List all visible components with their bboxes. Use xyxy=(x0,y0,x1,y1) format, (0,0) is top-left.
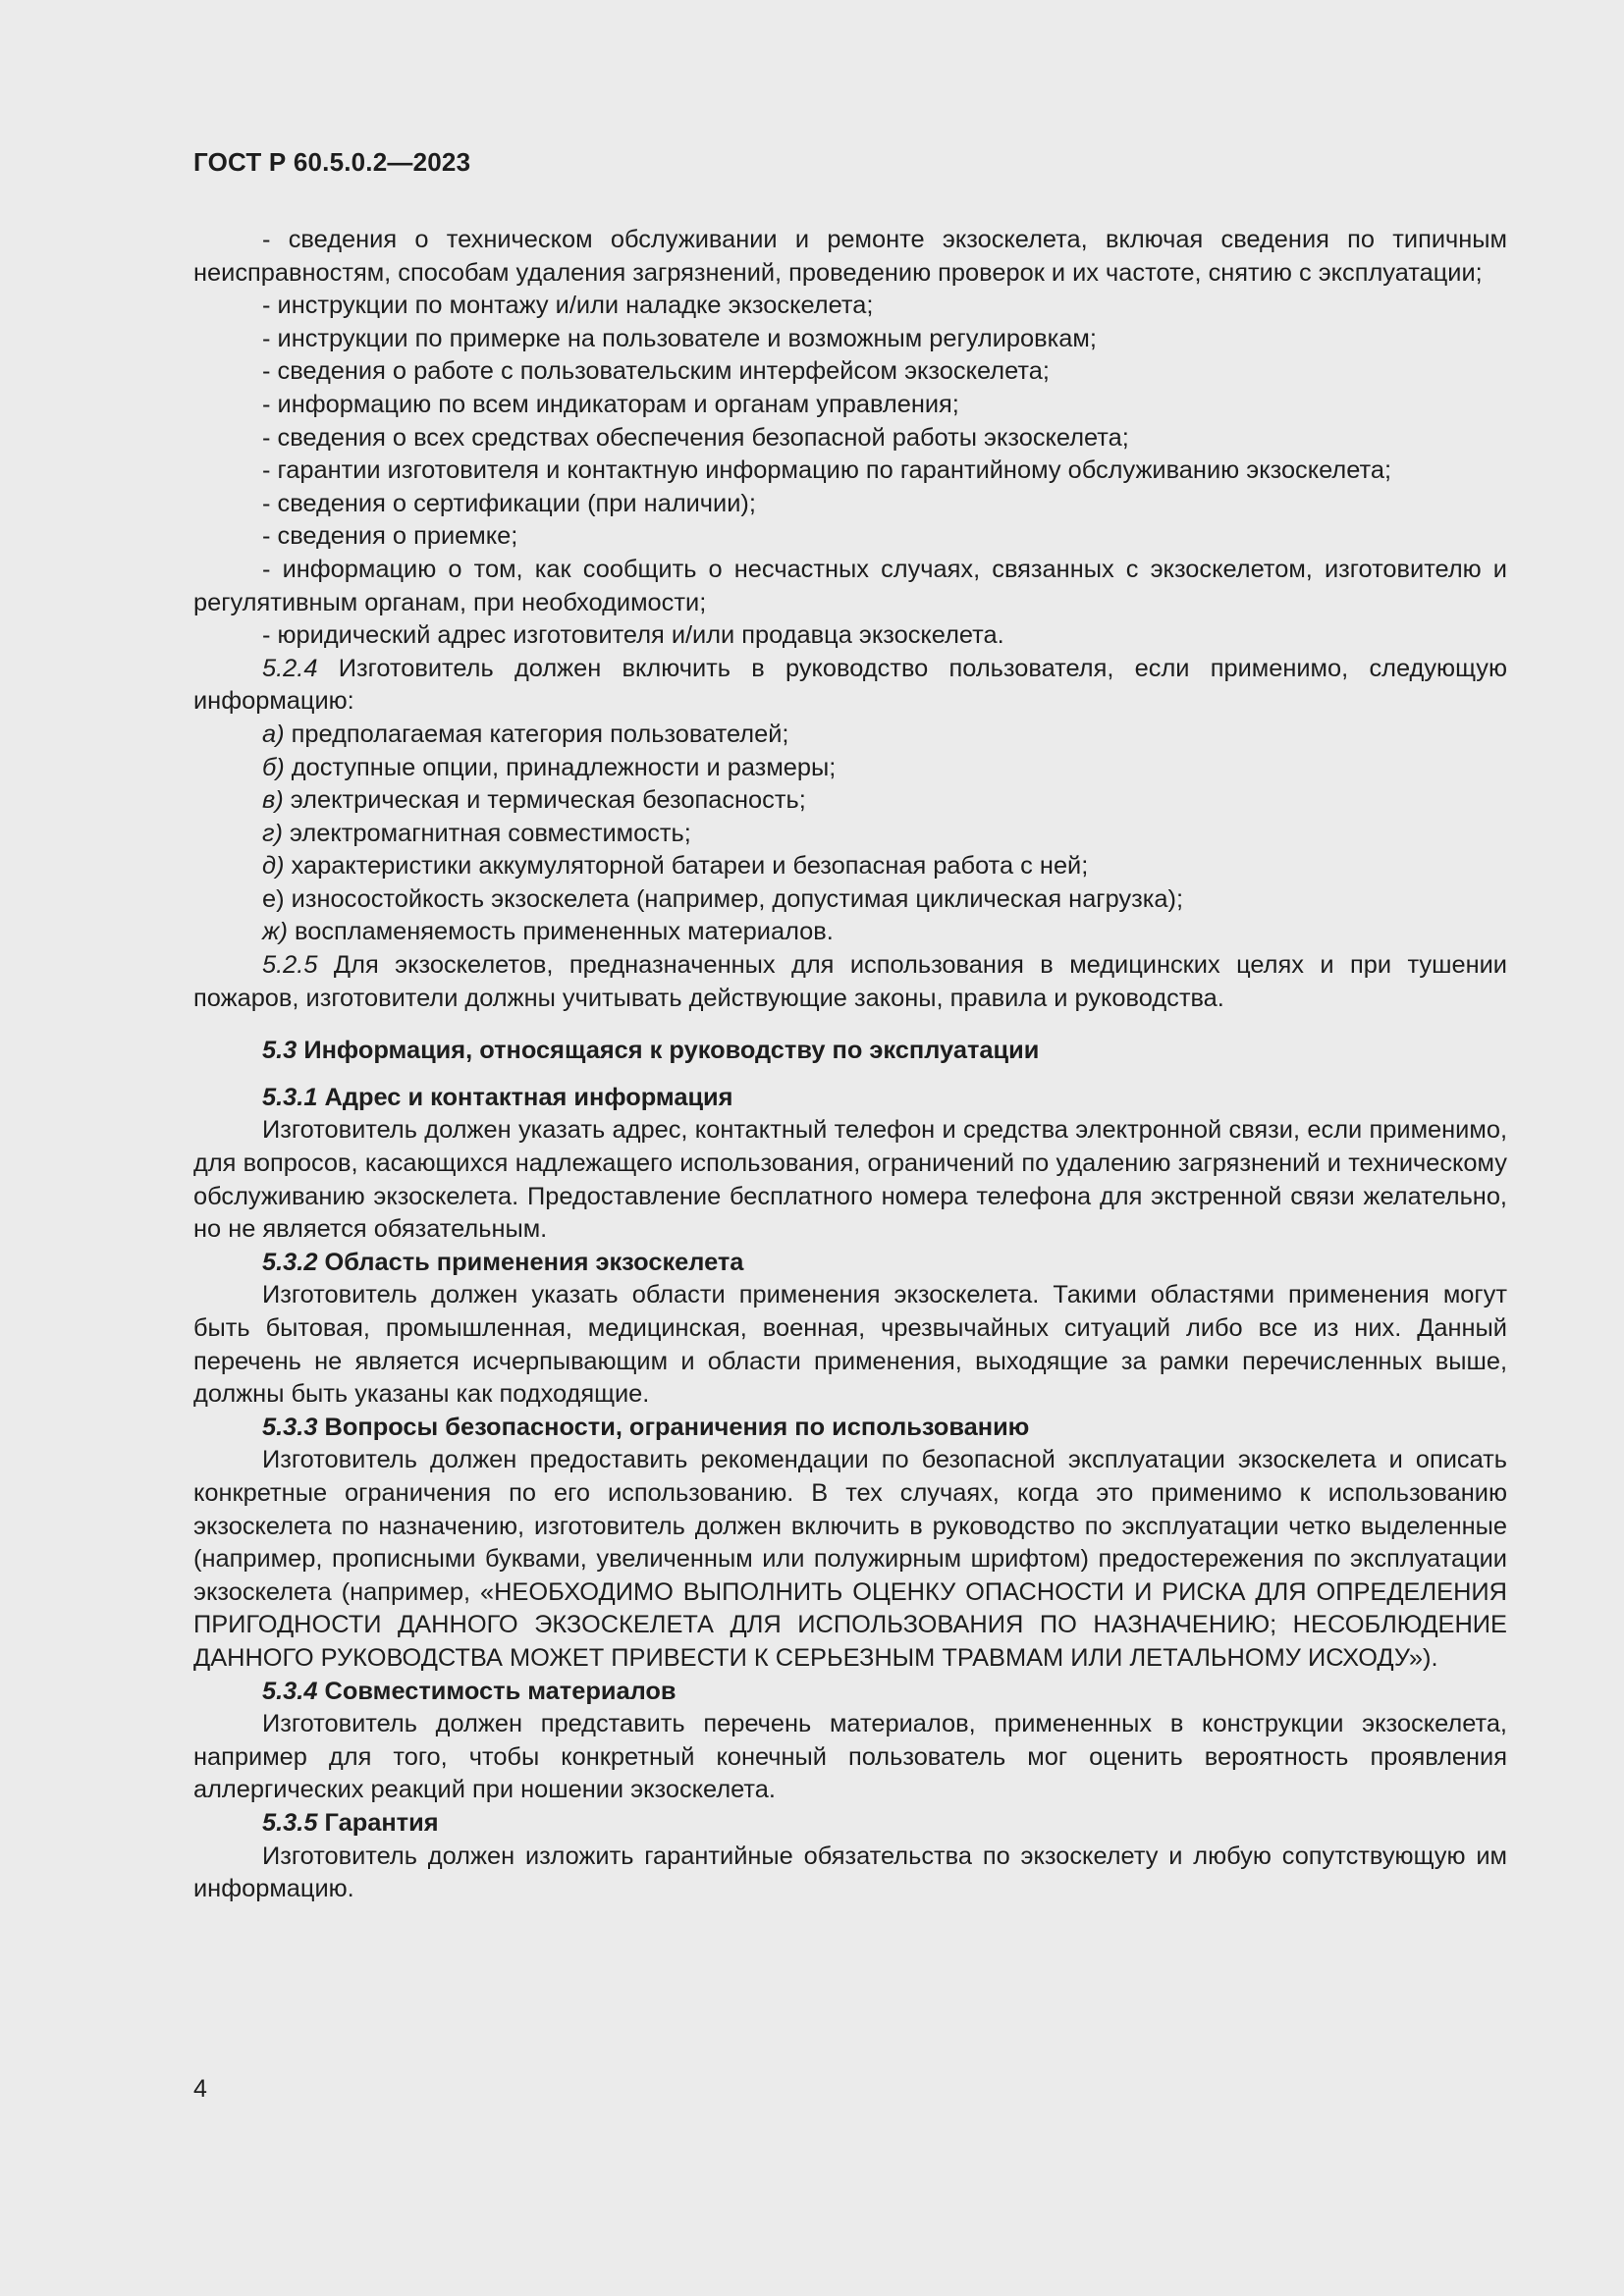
list-marker: а) xyxy=(262,720,285,748)
clause-title: Адрес и контактная информация xyxy=(317,1083,733,1111)
clause-text: Для экзоскелетов, предназначенных для использования в медицинских целях и при тушении пожаров, изготовители должны учитывать действующие законы, правила и руководства. xyxy=(193,951,1507,1012)
list-marker: д) xyxy=(262,852,285,881)
list-item-text: электрическая и термическая безопасность; xyxy=(283,786,806,815)
list-item-text: доступные опции, принадлежности и размеры; xyxy=(284,753,837,781)
document-body xyxy=(193,224,1507,1906)
list-marker: в) xyxy=(262,786,284,815)
list-marker: б) xyxy=(262,753,285,781)
clause-5-2-4 xyxy=(193,653,1507,719)
clause-number: 5.2.4 xyxy=(262,654,318,682)
list-item xyxy=(193,752,1507,785)
list-item xyxy=(193,784,1507,818)
list-item: - сведения о всех средствах обеспечения безопасной работы экзоскелета; xyxy=(262,423,1129,452)
clause-5-3-5-text: Изготовитель должен изложить гарантийные обязательства по экзоскелету и любую сопутствующую им информацию. xyxy=(193,1842,1507,1903)
list-item: - инструкции по монтажу и/или наладке экзоскелета; xyxy=(262,292,874,320)
section-title: Информация, относящаяся к руководству по эксплуатации xyxy=(297,1037,1040,1065)
list-item-text: электромагнитная совместимость; xyxy=(282,819,691,847)
list-item xyxy=(193,818,1507,851)
clause-5-3-4-heading xyxy=(193,1676,1507,1709)
list-item-text: воспламеняемость примененных материалов. xyxy=(287,918,834,946)
list-marker: ж) xyxy=(262,918,288,946)
clause-number: 5.2.5 xyxy=(262,951,318,980)
clause-5-2-5 xyxy=(193,949,1507,1015)
list-item xyxy=(193,850,1507,883)
clause-5-3-2-heading xyxy=(193,1247,1507,1280)
document-code-header: ГОСТ Р 60.5.0.2—2023 xyxy=(193,147,471,177)
clause-5-3-3-heading xyxy=(193,1412,1507,1445)
list-item: - сведения о работе с пользовательским интерфейсом экзоскелета; xyxy=(262,357,1050,386)
list-item: - сведения о сертификации (при наличии); xyxy=(262,489,756,517)
list-item xyxy=(193,719,1507,752)
list-item: - информацию по всем индикаторам и органам управления; xyxy=(262,390,959,418)
lettered-list xyxy=(193,719,1507,949)
clause-number: 5.3.4 xyxy=(262,1677,318,1705)
clause-text: Изготовитель должен включить в руководство пользователя, если применимо, следующую информацию: xyxy=(193,654,1507,716)
clause-title: Совместимость материалов xyxy=(317,1677,677,1705)
list-marker: г) xyxy=(262,819,283,847)
clause-number: 5.3.2 xyxy=(262,1248,318,1276)
list-item xyxy=(193,916,1507,949)
clause-title: Область применения экзоскелета xyxy=(317,1248,744,1276)
list-item: - гарантии изготовителя и контактную информацию по гарантийному обслуживанию экзоскелета; xyxy=(262,456,1392,485)
clause-5-3-1-heading xyxy=(193,1082,1507,1115)
clause-5-3-1-text: Изготовитель должен указать адрес, контактный телефон и средства электронной связи, если применимо, для вопросов, касающихся надлежащего использования, ограничений по удалению загрязнений и техническому обслуживанию экзоскелета. Предоставление бесплатного номера телефона для экстренной связи желательно, но не является обязательным. xyxy=(193,1116,1507,1244)
section-5-3-heading xyxy=(193,1035,1507,1068)
list-item-text: износостойкость экзоскелета (например, допустимая циклическая нагрузка); xyxy=(284,884,1184,913)
clause-5-3-3-text: Изготовитель должен предоставить рекомендации по безопасной эксплуатации экзоскелета и описать конкретные ограничения по его использованию. В тех случаях, когда это применимо к использованию экзоскелета по назначению, изготовитель должен включить в руководство по эксплуатации четко выделенные (например, прописными буквами, увеличенным или полужирным шрифтом) предостережения по эксплуатации экзоскелета (например, «НЕОБХОДИМО ВЫПОЛНИТЬ ОЦЕНКУ ОПАСНОСТИ И РИСКА ДЛЯ ОПРЕДЕЛЕНИЯ ПРИГОДНОСТИ ДАННОГО ЭКЗОСКЕЛЕТА ДЛЯ ИСПОЛЬЗОВАНИЯ ПО НАЗНАЧЕНИЮ; НЕСОБЛЮДЕНИЕ ДАННОГО РУКОВОДСТВА МОЖЕТ ПРИВЕСТИ К СЕРЬЕЗНЫМ ТРАВМАМ ИЛИ ЛЕТАЛЬНОМУ ИСХОДУ»). xyxy=(193,1446,1507,1672)
list-item-text: характеристики аккумуляторной батареи и безопасная работа с ней; xyxy=(284,852,1089,881)
bullet-list xyxy=(193,224,1507,653)
list-item xyxy=(193,883,1507,917)
clause-5-3-5-heading xyxy=(193,1807,1507,1841)
clause-number: 5.3.3 xyxy=(262,1413,318,1441)
list-item: - инструкции по примерке на пользователе и возможным регулировкам; xyxy=(262,324,1097,352)
clause-5-3-2-text: Изготовитель должен указать области применения экзоскелета. Такими областями применения могут быть бытовая, промышленная, медицинская, военная, чрезвычайных ситуаций либо все из них. Данный перечень не является исчерпывающим и области применения, выходящие за рамки перечисленных выше, должны быть указаны как подходящие. xyxy=(193,1281,1507,1409)
clause-5-3-4-text: Изготовитель должен представить перечень материалов, примененных в конструкции экзоскелета, например для того, чтобы конкретный конечный пользователь мог оценить вероятность проявления аллергических реакций при ношении экзоскелета. xyxy=(193,1710,1507,1804)
clause-title: Гарантия xyxy=(317,1808,439,1837)
list-item: - сведения о техническом обслуживании и ремонте экзоскелета, включая сведения по типичным неисправностям, способам удаления загрязнений, проведению проверок и их частоте, снятию с эксплуатации; xyxy=(193,226,1507,287)
list-marker: е) xyxy=(262,884,285,913)
list-item: - информацию о том, как сообщить о несчастных случаях, связанных с экзоскелетом, изготовителю и регулятивным органам, при необходимости; xyxy=(193,555,1507,616)
list-item-text: предполагаемая категория пользователей; xyxy=(284,720,789,748)
clause-title: Вопросы безопасности, ограничения по использованию xyxy=(317,1413,1030,1441)
section-number: 5.3 xyxy=(262,1037,298,1065)
list-item: - юридический адрес изготовителя и/или продавца экзоскелета. xyxy=(262,621,1004,650)
page-number: 4 xyxy=(193,2075,207,2103)
clause-number: 5.3.1 xyxy=(262,1083,318,1111)
clause-number: 5.3.5 xyxy=(262,1808,318,1837)
list-item: - сведения о приемке; xyxy=(262,522,518,551)
